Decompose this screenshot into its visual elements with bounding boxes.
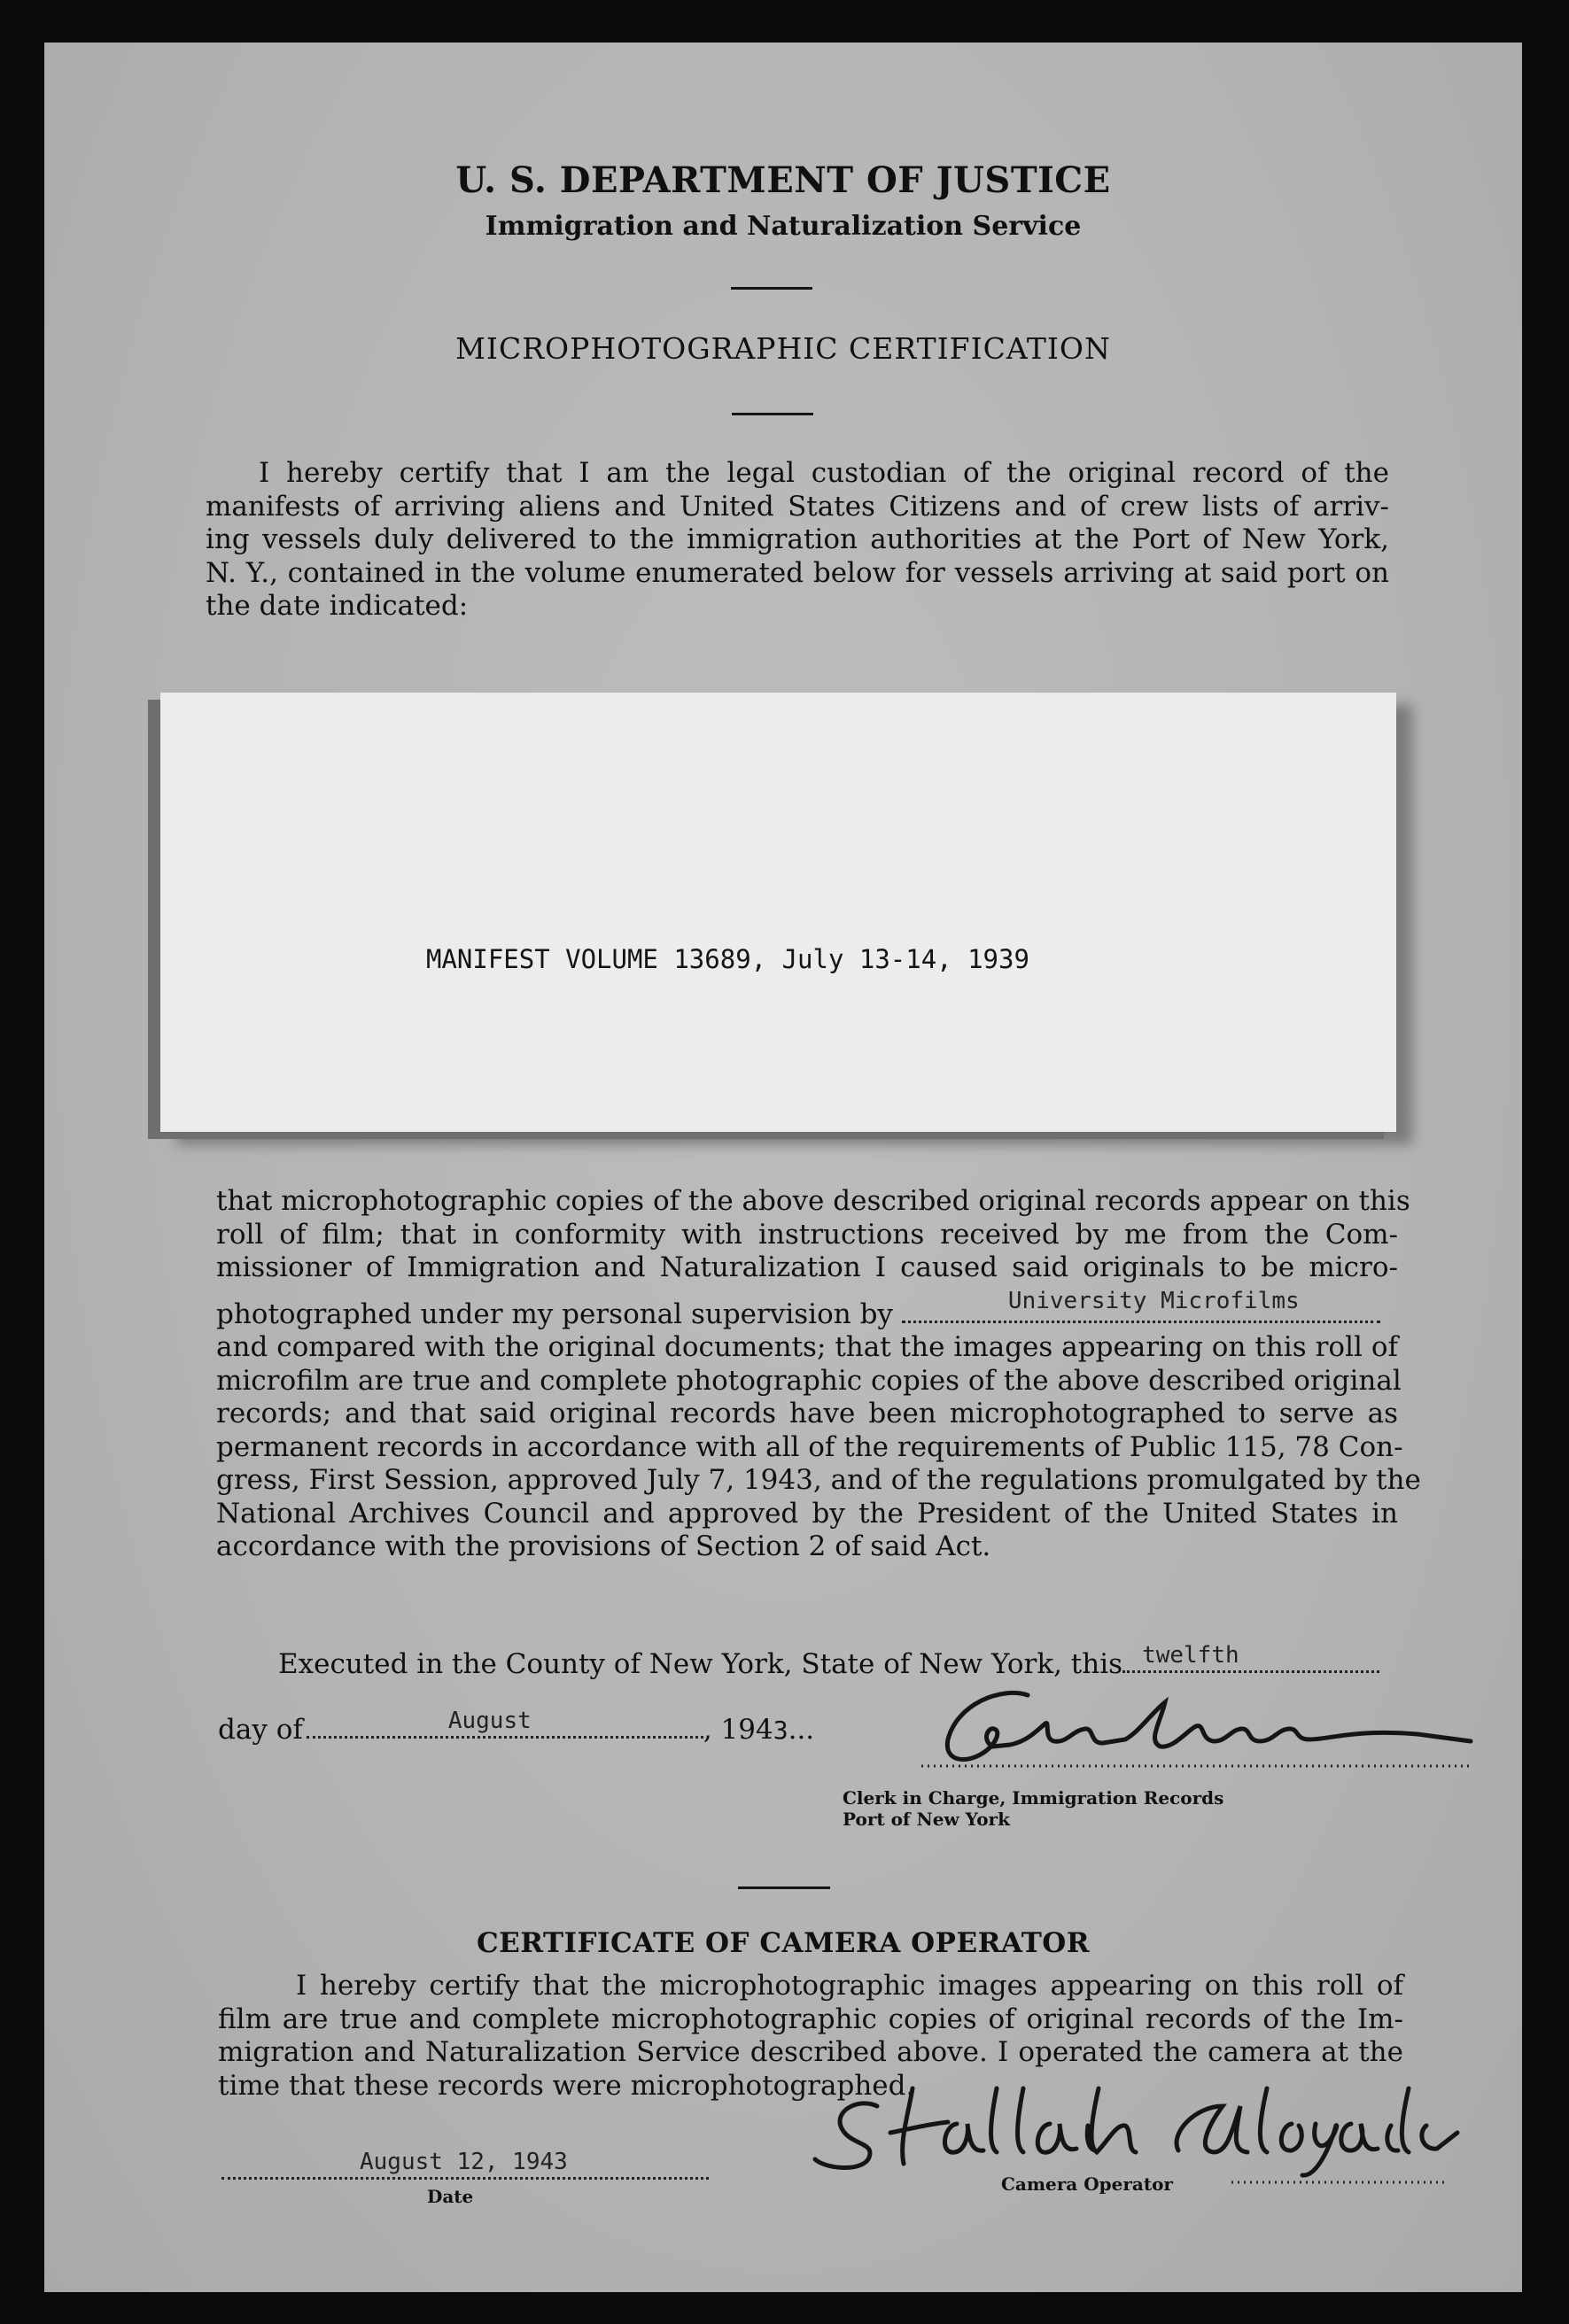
- day-blank: [1122, 1644, 1379, 1673]
- intro-paragraph: [206, 457, 1389, 624]
- intro-line: manifests of arriving aliens and United States Citizens and of crew lists of arriv-: [206, 490, 1389, 523]
- manifest-volume-text: MANIFEST VOLUME 13689, July 13-14, 1939: [426, 944, 1029, 974]
- intro-line: the date indicated:: [206, 590, 469, 622]
- date-label: Date: [427, 2186, 474, 2207]
- body-line: roll of film; that in conformity with instructions received by me from the Com-: [216, 1218, 1398, 1251]
- executed-line: [278, 1644, 1379, 1680]
- body-paragraph: [216, 1185, 1421, 1564]
- clerk-signature-icon: [895, 1677, 1480, 1793]
- body-line: and compared with the original documents; that the images appearing on this roll of: [216, 1331, 1398, 1363]
- clerk-title-line: Port of New York: [843, 1809, 1010, 1830]
- clerk-title: [843, 1787, 1223, 1830]
- camera-line: migration and Naturalization Service described above. I operated the camera at the: [218, 2036, 1403, 2068]
- manifest-volume-card: [160, 693, 1396, 1132]
- year-suffix: ...: [788, 1714, 815, 1746]
- body-line: gress, First Session, approved July 7, 1943, and of the regulations promulgated by the: [216, 1464, 1421, 1496]
- body-line: that microphotographic copies of the above described original records appear on this: [216, 1185, 1410, 1217]
- certificate-page: [44, 43, 1522, 2292]
- camera-operator-signature-icon: [806, 2071, 1462, 2186]
- camera-line: time that these records were microphotographed.: [218, 2069, 915, 2102]
- body-line: National Archives Council and approved by the President of the United States in: [216, 1497, 1398, 1530]
- service-subheading: Immigration and Naturalization Service: [485, 211, 1082, 242]
- month-blank: [307, 1709, 703, 1739]
- camera-operator-label: Camera Operator: [1001, 2173, 1173, 2195]
- supervision-blank: [902, 1288, 1380, 1323]
- body-line: missioner of Immigration and Naturalization I caused said originals to be micro-: [216, 1251, 1398, 1283]
- department-heading: U. S. DEPARTMENT OF JUSTICE: [455, 159, 1111, 201]
- supervision-by-value: University Microfilms: [1007, 1288, 1300, 1314]
- intro-line: ing vessels duly delivered to the immigration authorities at the Port of New York,: [206, 523, 1389, 555]
- executed-prefix: Executed in the County of New York, State of New York, this: [278, 1648, 1123, 1680]
- clerk-title-line: Clerk in Charge, Immigration Records: [843, 1787, 1224, 1809]
- camera-line: film are true and complete microphotographic copies of original records of the Im-: [218, 2003, 1403, 2035]
- divider: [732, 413, 813, 415]
- body-line: records; and that said original records have been microphotographed to serve as: [216, 1398, 1398, 1429]
- intro-line: I hereby certify that I am the legal custodian of the original record of the: [259, 457, 1389, 489]
- body-line: accordance with the provisions of Section 2 of said Act.: [216, 1530, 991, 1562]
- supervision-line: [216, 1288, 1398, 1332]
- certification-title: MICROPHOTOGRAPHIC CERTIFICATION: [455, 331, 1111, 366]
- date-value: August 12, 1943: [360, 2149, 568, 2175]
- intro-line: N. Y., contained in the volume enumerated below for vessels arriving at said port on: [206, 556, 1389, 589]
- camera-line: I hereby certify that the microphotographic images appearing on this roll of: [296, 1970, 1403, 2002]
- date-blank: [221, 2147, 709, 2180]
- body-line: microfilm are true and complete photographic copies of the above described original: [216, 1364, 1402, 1397]
- month-value: August: [447, 1708, 532, 1734]
- year-prefix: , 194: [703, 1714, 773, 1746]
- day-of-label: day of: [218, 1714, 303, 1746]
- camera-operator-title: CERTIFICATE OF CAMERA OPERATOR: [476, 1927, 1091, 1959]
- divider: [731, 287, 812, 290]
- divider: [738, 1886, 830, 1889]
- supervision-prefix: photographed under my personal supervision by: [216, 1298, 893, 1330]
- day-of-line: [218, 1709, 814, 1746]
- body-line: permanent records in accordance with all of the requirements of Public 115, 78 Con-: [216, 1430, 1403, 1463]
- year-digit: 3: [773, 1716, 788, 1745]
- day-value: twelfth: [1142, 1642, 1239, 1669]
